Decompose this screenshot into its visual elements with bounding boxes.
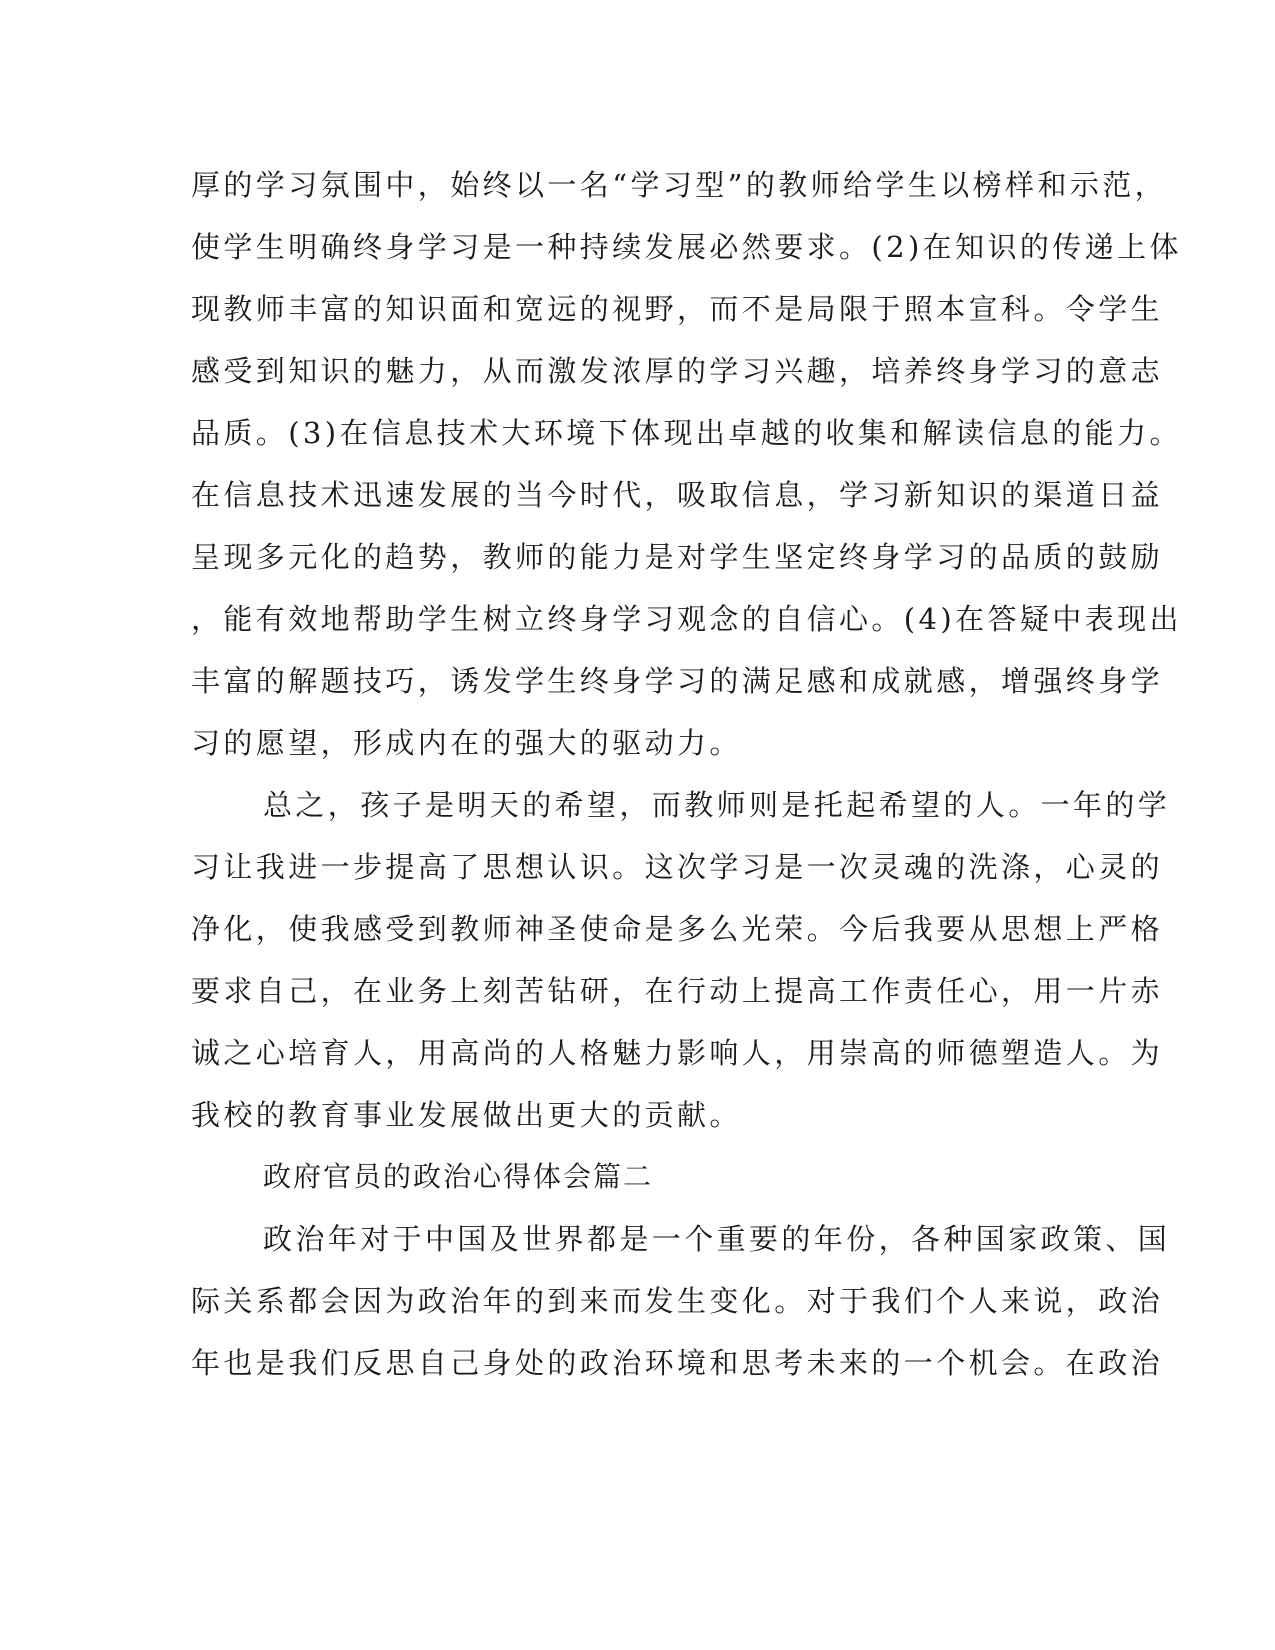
- paragraph-line: 年也是我们反思自己身处的政治环境和思考未来的一个机会。在政治: [191, 1346, 1164, 1380]
- paragraph-line: 在信息技术迅速发展的当今时代，吸取信息，学习新知识的渠道日益: [191, 478, 1164, 512]
- paragraph-line: 政治年对于中国及世界都是一个重要的年份，各种国家政策、国: [263, 1222, 1171, 1256]
- paragraph-line: ，能有效地帮助学生树立终身学习观念的自信心。(4)在答疑中表现出: [191, 602, 1182, 636]
- paragraph-line: 厚的学习氛围中，始终以一名“学习型”的教师给学生以榜样和示范，: [191, 168, 1168, 202]
- paragraph-line: 际关系都会因为政治年的到来而发生变化。对于我们个人来说，政治: [191, 1284, 1164, 1318]
- paragraph-line: 要求自己，在业务上刻苦钻研，在行动上提高工作责任心，用一片赤: [191, 974, 1164, 1008]
- document-body: [191, 154, 1182, 1394]
- paragraph-line: 净化，使我感受到教师神圣使命是多么光荣。今后我要从思想上严格: [191, 912, 1164, 946]
- paragraph-line: 习的愿望，形成内在的强大的驱动力。: [191, 726, 742, 760]
- section-heading: 政府官员的政治心得体会篇二: [263, 1160, 654, 1193]
- paragraph-line: 总之，孩子是明天的希望，而教师则是托起希望的人。一年的学: [263, 788, 1171, 822]
- paragraph-1: [191, 154, 1182, 774]
- paragraph-line: 我校的教育事业发展做出更大的贡献。: [191, 1098, 742, 1132]
- paragraph-3: [191, 1208, 1171, 1394]
- paragraph-line: 感受到知识的魅力，从而激发浓厚的学习兴趣，培养终身学习的意志: [191, 354, 1164, 388]
- paragraph-2: [191, 774, 1171, 1146]
- paragraph-line: 诚之心培育人，用高尚的人格魅力影响人，用崇高的师德塑造人。为: [191, 1036, 1164, 1070]
- paragraph-line: 使学生明确终身学习是一种持续发展必然要求。(2)在知识的传递上体: [191, 230, 1182, 264]
- paragraph-line: 丰富的解题技巧，诱发学生终身学习的满足感和成就感，增强终身学: [191, 664, 1164, 698]
- paragraph-line: 品质。(3)在信息技术大环境下体现出卓越的收集和解读信息的能力。: [191, 416, 1182, 450]
- paragraph-line: 呈现多元化的趋势，教师的能力是对学生坚定终身学习的品质的鼓励: [191, 540, 1164, 574]
- paragraph-line: 现教师丰富的知识面和宽远的视野，而不是局限于照本宣科。令学生: [191, 292, 1164, 326]
- paragraph-line: 习让我进一步提高了思想认识。这次学习是一次灵魂的洗涤，心灵的: [191, 850, 1164, 884]
